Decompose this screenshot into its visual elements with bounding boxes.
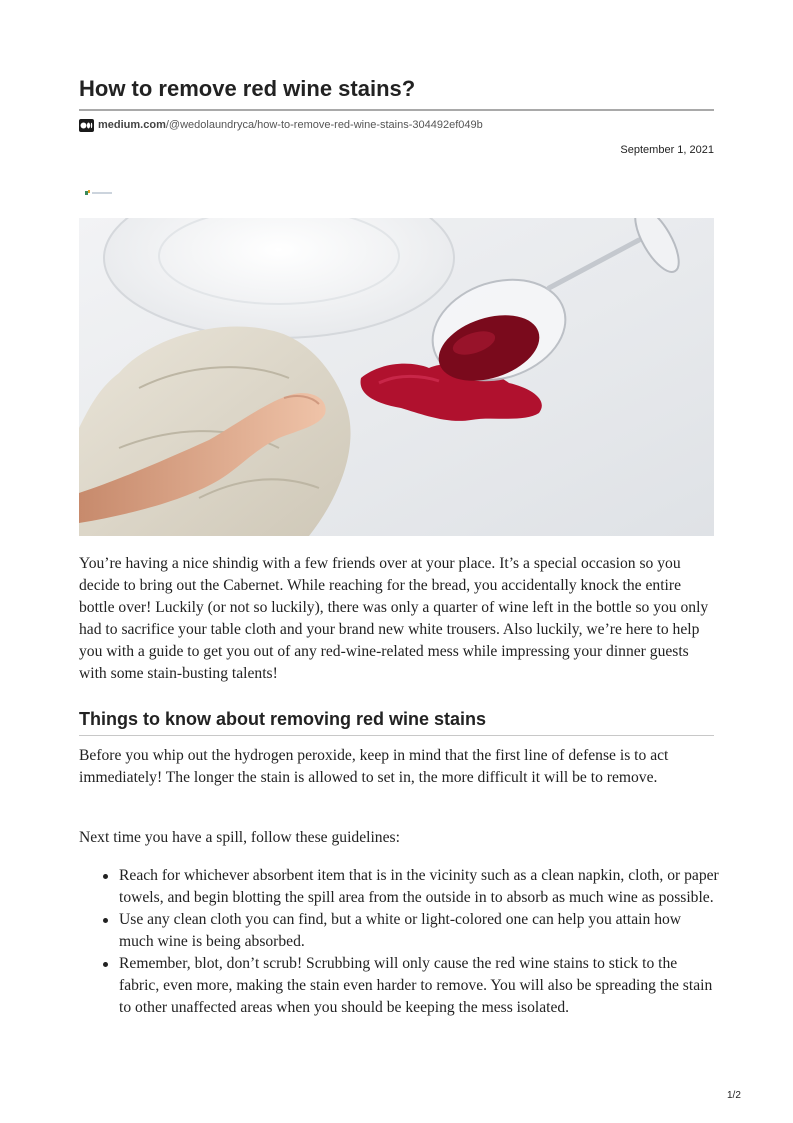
site-logo-icon (85, 183, 113, 189)
bullet-icon (103, 918, 108, 923)
list-item (79, 909, 719, 953)
intro-paragraph: You’re having a nice shindig with a few friends over at your place. It’s a special occasion so you decide to bring out the Cabernet. While reaching for the bread, you accidentally knock the entire bottle over! Luckily (or not so luckily), there was only a quarter of wine left in the bottle so you only had to sacrifice your table cloth and your brand new white trousers. Also luckily, we’re here to help you with a guide to get you out of any red-wine-related mess while impressing your dinner guests with some stain-busting talents! (79, 555, 709, 682)
page-title: How to remove red wine stains? (79, 76, 416, 101)
publish-date: September 1, 2021 (620, 144, 714, 156)
section-paragraph: Before you whip out the hydrogen peroxide, keep in mind that the first line of defense is to act immediately! The longer the stain is allowed to set in, the more difficult it will be to remove. (79, 747, 669, 786)
list-item-text: Remember, blot, don’t scrub! Scrubbing will only cause the red wine stains to stick to the fabric, even more, making the stain even harder to remove. You will also be spreading the stain to other unaffected areas when you should be keeping the mess isolated. (119, 955, 713, 1016)
source-path[interactable]: /@wedolaundryca/how-to-remove-red-wine-stains-304492ef049b (165, 119, 483, 131)
source-domain[interactable]: medium.com (98, 119, 166, 131)
title-divider (79, 109, 714, 111)
list-item-text: Reach for whichever absorbent item that is in the vicinity such as a clean napkin, cloth, or paper towels, and begin blotting the spill area from the outside in to absorb as much wine as possible. (119, 867, 719, 906)
bullet-icon (103, 962, 108, 967)
page-number: 1/2 (727, 1090, 741, 1101)
bullet-icon (103, 874, 108, 879)
list-item-text: Use any clean cloth you can find, but a white or light-colored one can help you attain how much wine is being absorbed. (119, 911, 682, 950)
list-item (79, 865, 719, 909)
hero-image (79, 218, 714, 536)
section-divider (79, 735, 714, 736)
list-item (79, 953, 719, 1019)
section-heading: Things to know about removing red wine stains (79, 709, 487, 729)
medium-logo-icon (79, 119, 94, 132)
guidelines-intro: Next time you have a spill, follow these guidelines: (79, 829, 400, 846)
source-line (79, 117, 483, 133)
guidelines-list (79, 865, 719, 1019)
